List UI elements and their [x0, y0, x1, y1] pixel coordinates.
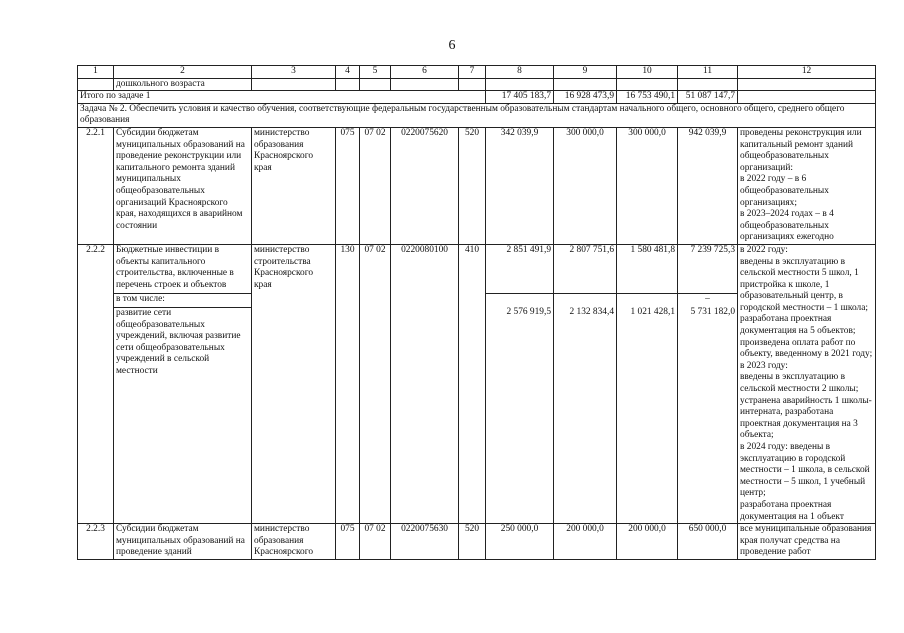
row-name: дошкольного возраста: [114, 78, 252, 91]
row-value: 300 000,0: [554, 127, 617, 244]
row-value: 2 576 919,5: [486, 307, 554, 523]
row-code: 0220075620: [391, 127, 459, 244]
column-header: 12: [738, 66, 876, 79]
total-label: Итого по задаче 1: [78, 91, 486, 104]
row-value: 200 000,0: [617, 524, 678, 560]
including-label: в том числе:: [114, 294, 252, 308]
column-header: 5: [360, 66, 391, 79]
row-name: Субсидии бюджетам муниципальных образований на проведение реконструкции или капитального ремонта зданий муниципальных общеобразовательных организаций Красноярского края, находящихся в аварийном состоянии: [114, 127, 252, 244]
row-code: 0220075630: [391, 524, 459, 560]
table-row: [78, 524, 876, 560]
row-name: Бюджетные инвестиции в объекты капитального строительства, включенные в перечень строек и объектов: [114, 244, 252, 293]
table-row: [78, 127, 876, 244]
table-row: [78, 78, 876, 91]
column-header: 1: [78, 66, 114, 79]
row-code: 130: [336, 244, 360, 523]
task-heading: Задача № 2. Обеспечить условия и качество обучения, соответствующие федеральным государственным образовательным стандартам начального общего, основного общего, среднего общего образования: [78, 103, 876, 127]
row-value: 7 239 725,3: [678, 244, 738, 293]
dash-mark: –: [678, 294, 738, 308]
column-header: 6: [391, 66, 459, 79]
row-value: 1 021 428,1: [617, 307, 678, 523]
row-code: 07 02: [360, 127, 391, 244]
budget-table: [77, 65, 876, 560]
column-header: 9: [554, 66, 617, 79]
row-result: все муниципальные образования края получат средства на проведение работ: [738, 524, 876, 560]
total-value: 16 928 473,9: [554, 91, 617, 104]
total-value: 51 087 147,7: [678, 91, 738, 104]
row-value: 942 039,9: [678, 127, 738, 244]
row-value: 1 580 481,8: [617, 244, 678, 293]
column-header: 4: [336, 66, 360, 79]
row-code: 410: [459, 244, 486, 523]
row-result: проведены реконструкция или капитальный ремонт зданий общеобразовательных организаций: в 2022 году – в 6 общеобразовательных организациях; в 2023–2024 годах – в 4 общеобразовательных организациях ежегодно: [738, 127, 876, 244]
row-name: Субсидии бюджетам муниципальных образований на проведение зданий: [114, 524, 252, 560]
row-code: 520: [459, 127, 486, 244]
row-result: в 2022 году: введены в эксплуатацию в сельской местности 5 школ, 1 пристройка к школе, 1 образовательный центр, в городской местности – 1 школа; разработана проектная документация на 5 объектов; произведена оплата работ по объекту, введенному в 2021 году; в 2023 году: введены в эксплуатацию в сельской местности 2 школы; устранена аварийность 1 школы-интерната, разработана проектная документация на 3 объекта; в 2024 году: введены в эксплуатацию в городской местности – 1 школа, в сельской местности – 5 школ, 1 учебный центр; разработана проектная документация на 1 объект: [738, 244, 876, 523]
task-heading-row: [78, 103, 876, 127]
column-header: 2: [114, 66, 252, 79]
column-header: 10: [617, 66, 678, 79]
row-value: 300 000,0: [617, 127, 678, 244]
column-number-row: [78, 66, 876, 79]
row-value: 250 000,0: [486, 524, 554, 560]
column-header: 3: [252, 66, 336, 79]
row-number: 2.2.3: [78, 524, 114, 560]
row-value: 2 851 491,9: [486, 244, 554, 293]
row-code: 075: [336, 524, 360, 560]
row-code: 07 02: [360, 244, 391, 523]
row-value: 2 132 834,4: [554, 307, 617, 523]
row-value: 5 731 182,0: [678, 307, 738, 523]
row-grbs: министерство образования Красноярского края: [252, 127, 336, 244]
row-code: 0220080100: [391, 244, 459, 523]
row-grbs: министерство строительства Красноярского края: [252, 244, 336, 523]
row-value: 2 807 751,6: [554, 244, 617, 293]
row-grbs: министерство образования Красноярского: [252, 524, 336, 560]
total-row: [78, 91, 876, 104]
row-number: 2.2.1: [78, 127, 114, 244]
row-subname: развитие сети общеобразовательных учреждений, включая развитие сети общеобразовательных учреждений в сельской местности: [114, 307, 252, 523]
row-value: 342 039,9: [486, 127, 554, 244]
table-row: [78, 244, 876, 293]
column-header: 7: [459, 66, 486, 79]
total-value: 16 753 490,1: [617, 91, 678, 104]
column-header: 8: [486, 66, 554, 79]
row-number: 2.2.2: [78, 244, 114, 523]
row-code: 075: [336, 127, 360, 244]
row-value: 650 000,0: [678, 524, 738, 560]
row-code: 520: [459, 524, 486, 560]
column-header: 11: [678, 66, 738, 79]
total-value: 17 405 183,7: [486, 91, 554, 104]
row-code: 07 02: [360, 524, 391, 560]
page-number: 6: [448, 38, 456, 53]
row-value: 200 000,0: [554, 524, 617, 560]
